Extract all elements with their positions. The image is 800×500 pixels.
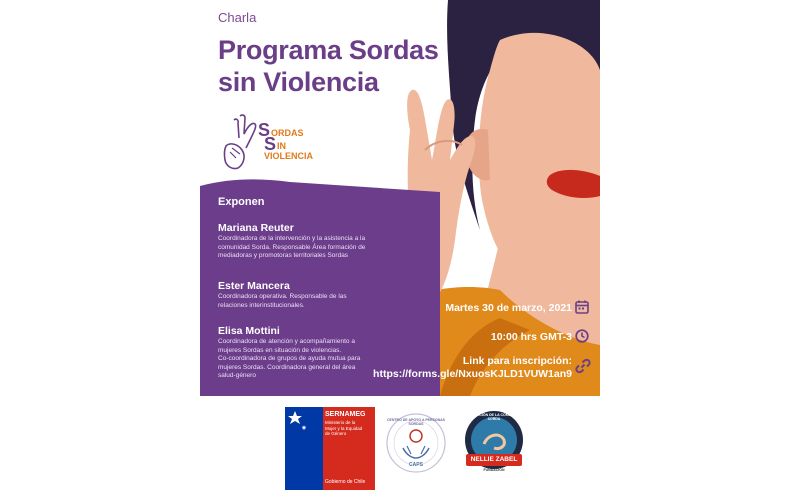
link-icon bbox=[575, 358, 591, 374]
caps-logo bbox=[385, 412, 447, 474]
registration-link[interactable]: https://forms.gle/NxuosKJLD1VUW1an9 bbox=[373, 368, 572, 380]
sernameg-ministry-line: Mujer y la Equidad bbox=[325, 425, 363, 431]
nellie-zabel-name: NELLIE ZABEL bbox=[470, 456, 518, 463]
logo-letter-s1: S bbox=[258, 120, 271, 140]
speaker-card bbox=[218, 222, 398, 261]
sernameg-ministry-line: Ministerio de la bbox=[325, 420, 356, 425]
logo-letter-s2: S bbox=[264, 134, 277, 154]
speaker-role bbox=[218, 338, 398, 381]
speaker-role-line: mediadoras y promotoras territoriales Sordas bbox=[218, 252, 349, 259]
nellie-zabel-logo bbox=[462, 410, 526, 478]
speaker-card bbox=[218, 280, 398, 310]
speaker-name: Elisa Mottini bbox=[218, 325, 280, 337]
clock-icon bbox=[575, 329, 589, 343]
nellie-zabel-sub: FUNDACIÓN bbox=[483, 468, 505, 472]
speaker-role-line: Coordinadora de atención y acompañamiento a bbox=[218, 338, 355, 345]
speaker-role-line: comunidad Sorda. Responsable Área formación de bbox=[218, 243, 366, 251]
calendar-icon bbox=[575, 300, 589, 314]
sernameg-ministry-line: de Género bbox=[325, 431, 347, 436]
speaker-name: Mariana Reuter bbox=[218, 222, 294, 234]
sordas-sin-violencia-logo bbox=[258, 120, 328, 164]
title-line-2: sin Violencia bbox=[218, 67, 379, 97]
registration-label: Link para inscripción: bbox=[462, 355, 572, 367]
caps-abbreviation: CAPS bbox=[409, 462, 423, 468]
title-line-1: Programa Sordas bbox=[218, 35, 439, 65]
logo-word-ordas: ORDAS bbox=[271, 128, 304, 138]
speaker-role-line: salud-género bbox=[218, 372, 256, 379]
page-title bbox=[218, 34, 448, 98]
speaker-role bbox=[218, 293, 398, 310]
speaker-role-line: Coordinadora de la intervención y la asistencia a la bbox=[218, 235, 366, 242]
speaker-role-line: Coordinadora operativa. Responsable de las bbox=[218, 293, 347, 300]
speaker-role-line: relaciones interinstitucionales. bbox=[218, 301, 305, 309]
event-type-label: Charla bbox=[218, 10, 257, 25]
speaker-role-line: Co-coordinadora de grupos de ayuda mutua para bbox=[218, 355, 361, 362]
event-time: 10:00 hrs GMT-3 bbox=[490, 331, 572, 343]
sernameg-logo bbox=[285, 407, 375, 490]
speaker-role bbox=[218, 235, 398, 261]
sernameg-name: SERNAMEG bbox=[325, 411, 366, 418]
caps-ring-text: CENTRO DE APOYO A PERSONAS SORDAS bbox=[387, 418, 445, 426]
logo-word-violencia: VIOLENCIA bbox=[264, 151, 314, 161]
nellie-zabel-ring-text: ASOCIACIÓN DE LA COMUNIDAD SORDA bbox=[465, 413, 523, 421]
speakers-heading: Exponen bbox=[218, 196, 265, 208]
speaker-role-line: mujeres Sordas. Coordinadora general del área bbox=[218, 363, 356, 371]
speaker-name: Ester Mancera bbox=[218, 280, 290, 292]
logo-word-in: IN bbox=[277, 141, 286, 151]
sernameg-ministry bbox=[325, 420, 362, 437]
government-label: Gobierno de Chile bbox=[325, 479, 366, 485]
event-date: Martes 30 de marzo, 2021 bbox=[445, 302, 572, 314]
speaker-card bbox=[218, 325, 398, 381]
event-poster bbox=[200, 0, 600, 396]
chile-coat-of-arms-icon: ◉ bbox=[301, 425, 307, 431]
speaker-role-line: mujeres Sordas en situación de violencias. bbox=[218, 346, 342, 354]
